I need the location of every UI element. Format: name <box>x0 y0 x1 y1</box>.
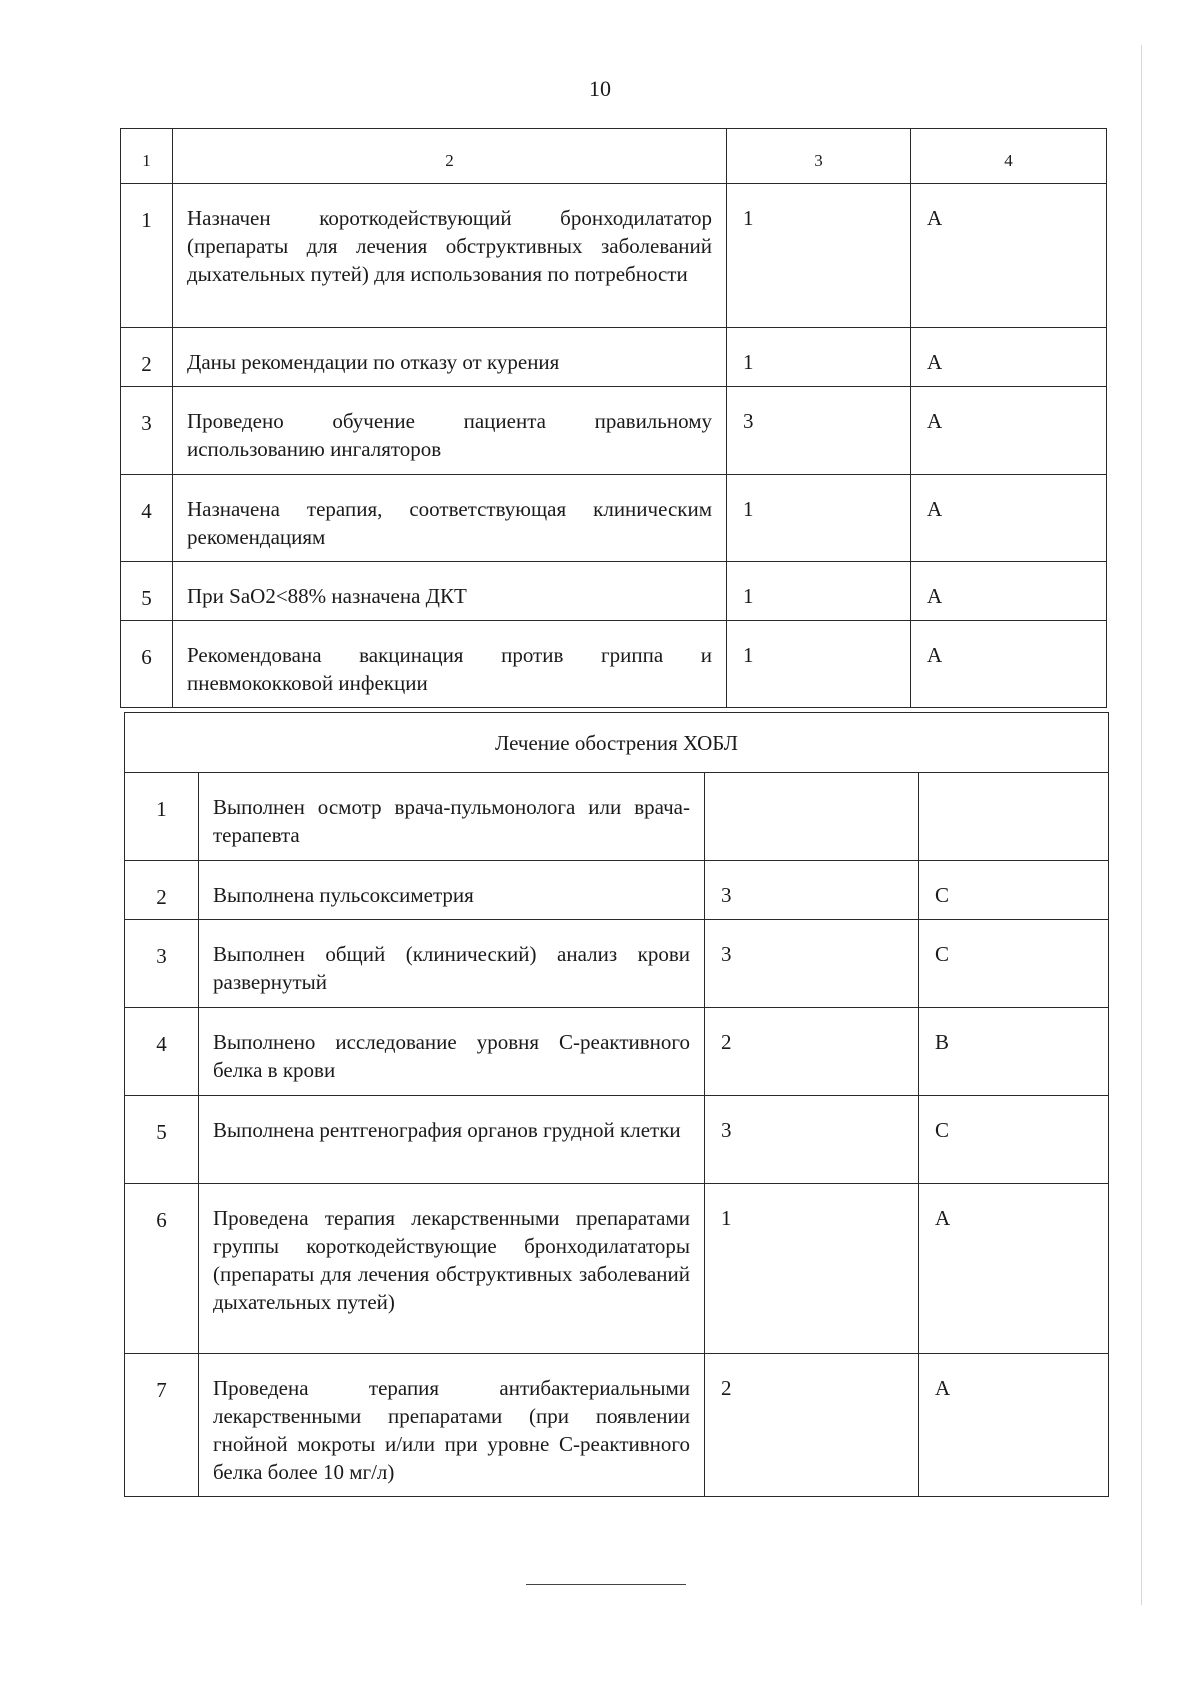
table-header-row <box>121 129 1107 184</box>
row-level: 3 <box>727 387 911 475</box>
table-row <box>121 328 1107 387</box>
table-row <box>125 773 1109 861</box>
row-grade: A <box>911 621 1107 708</box>
table-row <box>125 920 1109 1008</box>
row-description: Назначен короткодействующий бронходилататор (препараты для лечения обструктивных заболеваний дыхательных путей) для использования по потребности <box>173 184 727 328</box>
row-description: Рекомендована вакцинация против гриппа и пневмококковой инфекции <box>173 621 727 708</box>
row-number: 2 <box>121 328 173 387</box>
footer-rule <box>526 1584 686 1585</box>
row-description: Выполнен общий (клинический) анализ крови развернутый <box>199 920 705 1008</box>
row-level: 2 <box>705 1008 919 1096</box>
row-description: Даны рекомендации по отказу от курения <box>173 328 727 387</box>
row-grade: C <box>919 920 1109 1008</box>
row-number: 7 <box>125 1354 199 1497</box>
header-cell-4: 4 <box>911 129 1107 184</box>
header-cell-3: 3 <box>727 129 911 184</box>
criteria-table-exacerbation <box>124 712 1109 1497</box>
row-level: 1 <box>727 328 911 387</box>
row-grade: A <box>919 1354 1109 1497</box>
row-description: Назначена терапия, соответствующая клиническим рекомендациям <box>173 475 727 562</box>
section-title: Лечение обострения ХОБЛ <box>125 713 1109 773</box>
header-cell-2: 2 <box>173 129 727 184</box>
row-number: 3 <box>121 387 173 475</box>
row-grade: A <box>911 475 1107 562</box>
row-number: 1 <box>125 773 199 861</box>
table-row <box>121 387 1107 475</box>
page-number: 10 <box>589 76 611 101</box>
row-number: 4 <box>121 475 173 562</box>
row-level: 3 <box>705 1096 919 1184</box>
row-grade: A <box>911 562 1107 621</box>
scan-edge-line <box>1141 45 1142 1605</box>
table-row <box>125 1184 1109 1354</box>
row-number: 6 <box>121 621 173 708</box>
row-level: 1 <box>705 1184 919 1354</box>
table-row <box>125 1354 1109 1497</box>
table-row <box>125 1096 1109 1184</box>
table-row <box>121 562 1107 621</box>
row-level <box>705 773 919 861</box>
row-number: 1 <box>121 184 173 328</box>
row-description: Выполнен осмотр врача-пульмонолога или врача-терапевта <box>199 773 705 861</box>
row-grade: B <box>919 1008 1109 1096</box>
row-number: 2 <box>125 861 199 920</box>
row-grade: A <box>911 387 1107 475</box>
row-number: 5 <box>125 1096 199 1184</box>
row-number: 4 <box>125 1008 199 1096</box>
section-title-row <box>125 713 1109 773</box>
table-row <box>121 621 1107 708</box>
row-level: 3 <box>705 920 919 1008</box>
row-description: Проведено обучение пациента правильному использованию ингаляторов <box>173 387 727 475</box>
row-grade: A <box>919 1184 1109 1354</box>
row-level: 1 <box>727 475 911 562</box>
row-grade: A <box>911 184 1107 328</box>
row-number: 5 <box>121 562 173 621</box>
row-grade <box>919 773 1109 861</box>
table-row <box>121 475 1107 562</box>
row-description: При SaO2<88% назначена ДКТ <box>173 562 727 621</box>
row-grade: C <box>919 861 1109 920</box>
table-row <box>125 861 1109 920</box>
table-row <box>125 1008 1109 1096</box>
row-description: Выполнена рентгенография органов грудной клетки <box>199 1096 705 1184</box>
header-cell-1: 1 <box>121 129 173 184</box>
row-description: Проведена терапия лекарственными препаратами группы короткодействующие бронходилататоры (препараты для лечения обструктивных заболеваний дыхательных путей) <box>199 1184 705 1354</box>
row-level: 3 <box>705 861 919 920</box>
row-level: 1 <box>727 562 911 621</box>
row-grade: C <box>919 1096 1109 1184</box>
row-number: 6 <box>125 1184 199 1354</box>
row-description: Выполнено исследование уровня С-реактивного белка в крови <box>199 1008 705 1096</box>
row-level: 2 <box>705 1354 919 1497</box>
row-description: Проведена терапия антибактериальными лекарственными препаратами (при появлении гнойной мокроты и/или при уровне С-реактивного белка более 10 мг/л) <box>199 1354 705 1497</box>
row-level: 1 <box>727 621 911 708</box>
row-level: 1 <box>727 184 911 328</box>
row-description: Выполнена пульсоксиметрия <box>199 861 705 920</box>
criteria-table-top <box>120 128 1107 708</box>
row-grade: A <box>911 328 1107 387</box>
table-row <box>121 184 1107 328</box>
row-number: 3 <box>125 920 199 1008</box>
